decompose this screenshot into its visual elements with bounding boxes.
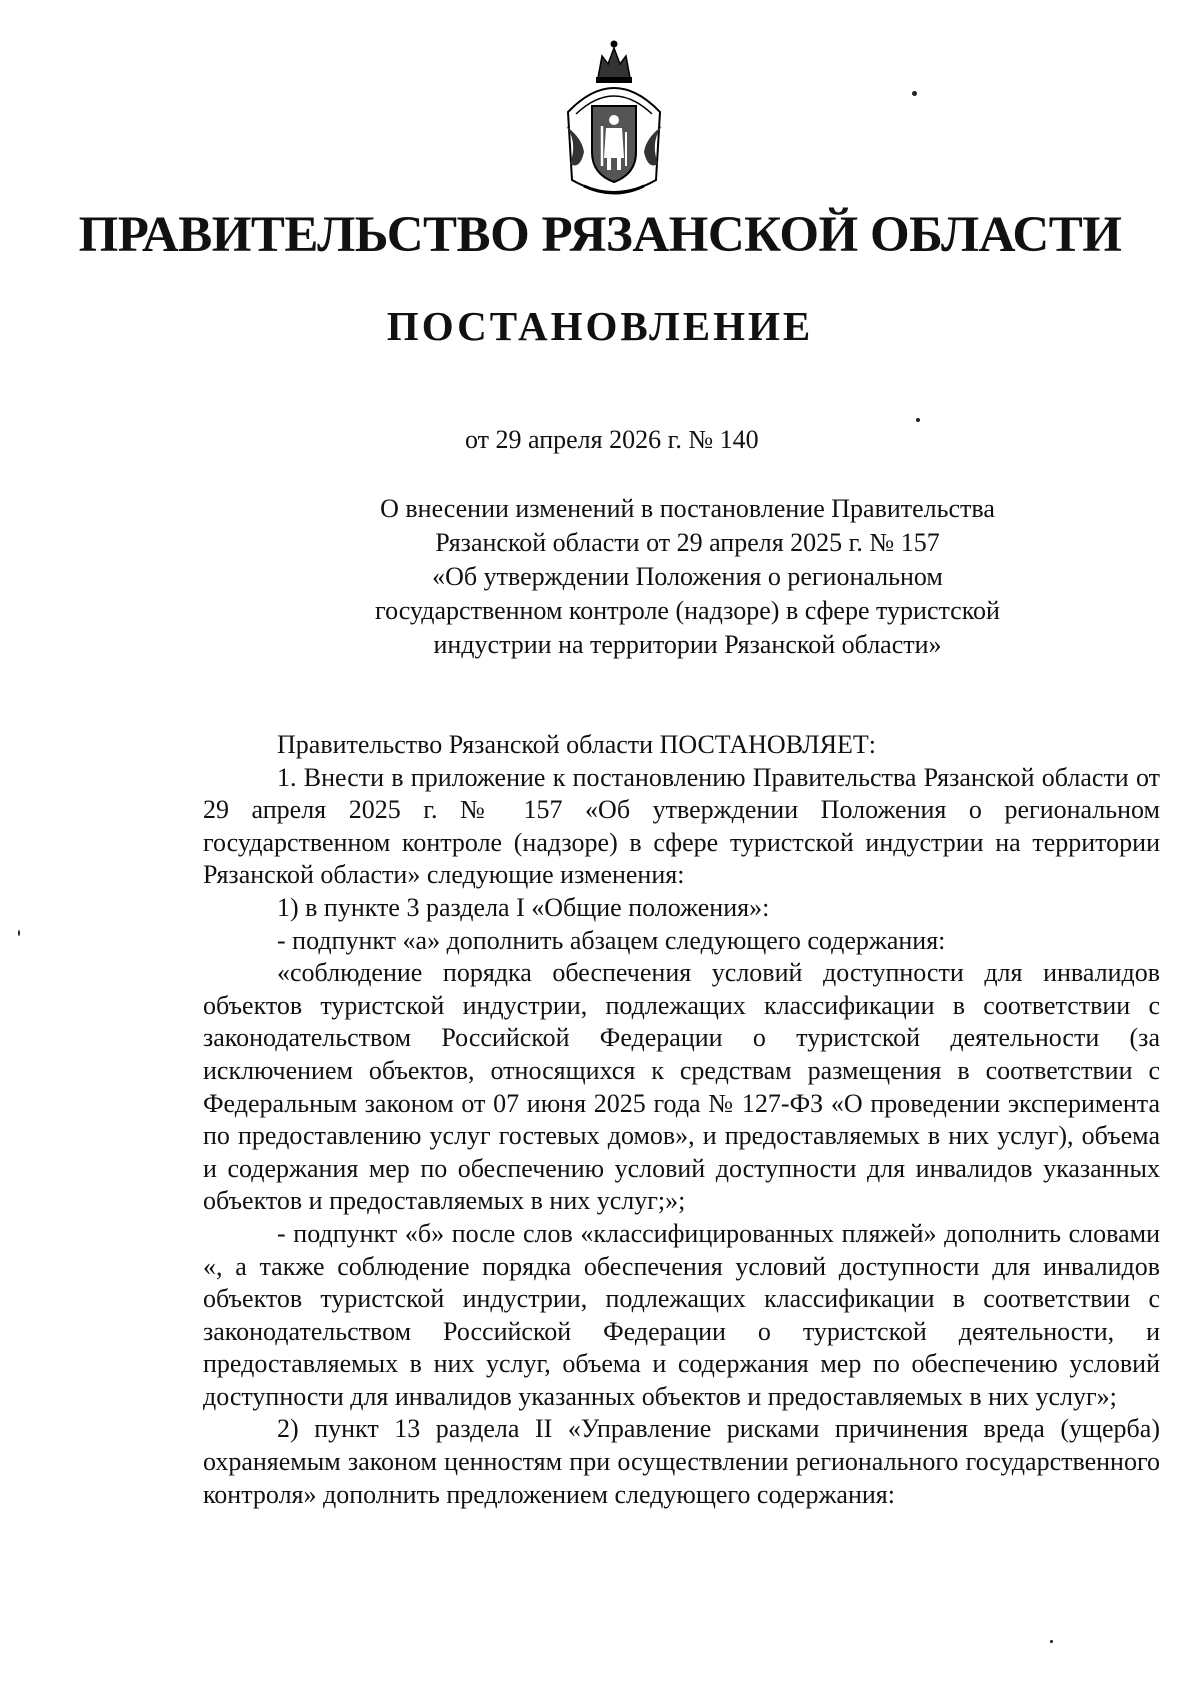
document-body [203, 729, 1160, 1511]
preamble: Правительство Рязанской области ПОСТАНОВЛЯЕТ: [277, 730, 877, 759]
body-paragraph: «соблюдение порядка обеспечения условий доступности для инвалидов объектов туристской индустрии, подлежащих классификации в соответствии с законодательством Российской Федерации о туристской деятельности (за исключением объектов, относящихся к средствам размещения в соответствии с Федеральным законом от 07 июня 2025 года № 127-ФЗ «О проведении эксперимента по предоставлению услуг гостевых домов», и предоставляемых в них услуг), объема и содержания мер по обеспечению условий доступности для инвалидов указанных объектов и предоставляемых в них услуг;»; [203, 958, 1160, 1216]
scan-speck [912, 91, 917, 96]
subject-line: О внесении изменений в постановление Правительства [380, 494, 995, 523]
subject-line: Рязанской области от 29 апреля 2025 г. № 157 [435, 528, 940, 557]
document-type: ПОСТАНОВЛЕНИЕ [386, 303, 814, 349]
scan-speck [18, 930, 20, 936]
scan-speck [1050, 1640, 1053, 1643]
scan-speck [916, 418, 920, 422]
subject-line: «Об утверждении Положения о региональном [432, 562, 943, 591]
subject-line: государственном контроле (надзоре) в сфере туристской [375, 596, 1000, 625]
body-paragraph: - подпункт «б» после слов «классифицированных пляжей» дополнить словами «, а также соблюдение порядка обеспечения условий доступности для инвалидов объектов туристской индустрии, подлежащих классификации в соответствии с законодательством Российской Федерации о туристской деятельности, и предоставляемых в них услуг, объема и содержания мер по обеспечению условий доступности для инвалидов указанных объектов и предоставляемых в них услуг»; [203, 1218, 1160, 1411]
body-paragraph: 2) пункт 13 раздела II «Управление рисками причинения вреда (ущерба) охраняемым законом ценностям при осуществлении регионального государственного контроля» дополнить предложением следующего содержания: [203, 1414, 1160, 1509]
document-date-number: от 29 апреля 2026 г. № 140 [465, 425, 759, 454]
ryazan-coat-of-arms-icon [562, 34, 666, 204]
document-subject [315, 492, 1060, 662]
body-paragraph: - подпункт «а» дополнить абзацем следующего содержания: [277, 925, 946, 955]
body-paragraph: 1) в пункте 3 раздела I «Общие положения»: [277, 892, 770, 922]
subject-line: индустрии на территории Рязанской области» [433, 630, 942, 659]
body-paragraph: 1. Внести в приложение к постановлению Правительства Рязанской области от 29 апреля 2025 г. № 157 «Об утверждении Положения о региональном государственном контроле (надзоре) в сфере туристской индустрии на территории Рязанской области» следующие изменения: [203, 762, 1160, 890]
organization-title: ПРАВИТЕЛЬСТВО РЯЗАНСКОЙ ОБЛАСТИ [78, 207, 1122, 263]
